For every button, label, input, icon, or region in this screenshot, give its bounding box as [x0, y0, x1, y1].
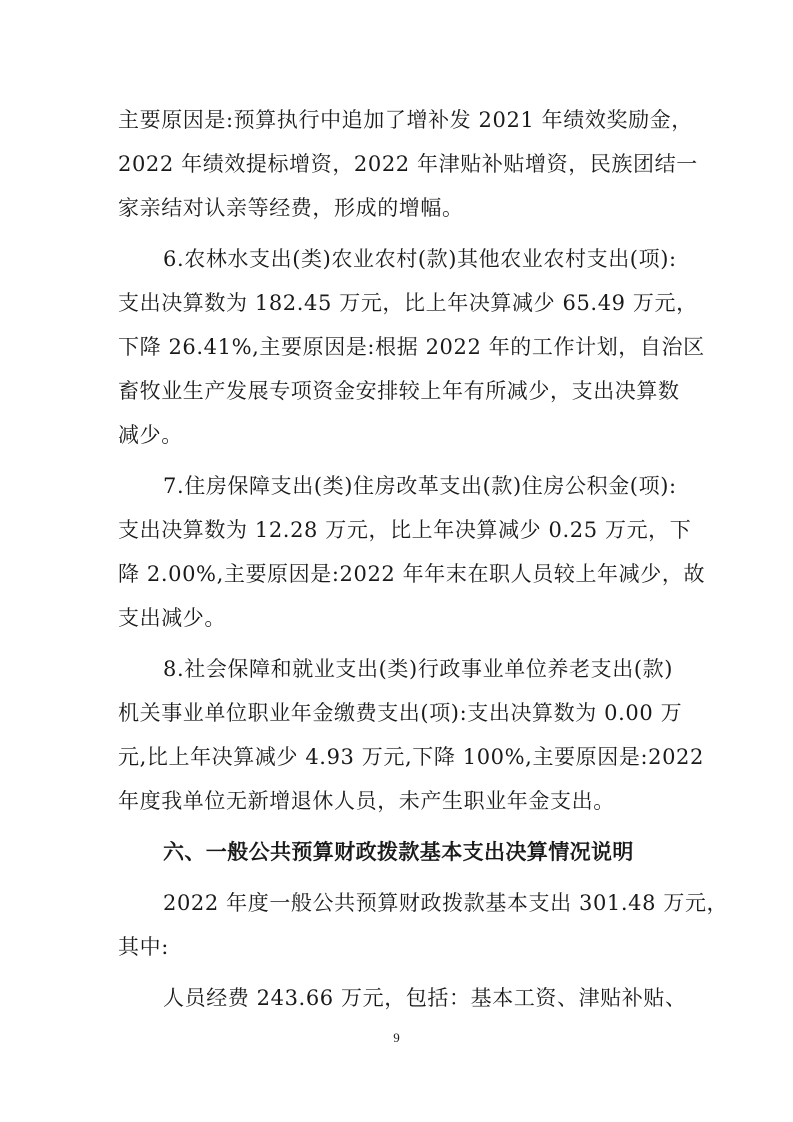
personnel-expense-line: 人员经费 243.66 万元，包括：基本工资、津贴补贴、 — [163, 986, 687, 1010]
paragraph-8-line-3: 元,比上年决算减少 4.93 万元,下降 100%,主要原因是:2022 — [118, 745, 704, 769]
page-number: 9 — [393, 1030, 400, 1045]
paragraph-5-line-2: 主要原因是:预算执行中追加了增补发 2021 年绩效奖励金， — [118, 108, 693, 132]
paragraph-5-line-3: 2022 年绩效提标增资，2022 年津贴补贴增资，民族团结一 — [118, 152, 698, 176]
paragraph-6-line-4: 畜牧业生产发展专项资金安排较上年有所减少，支出决算数 — [118, 379, 680, 403]
paragraph-8-line-1: 8.社会保障和就业支出(类)行政事业单位养老支出(款) — [163, 657, 674, 681]
paragraph-7-line-2: 支出决算数为 12.28 万元，比上年决算减少 0.25 万元，下 — [118, 518, 692, 542]
paragraph-8-line-4: 年度我单位无新增退休人员，未产生职业年金支出。 — [118, 789, 615, 813]
paragraph-7-line-4: 支出减少。 — [118, 606, 226, 630]
paragraph-6-line-2: 支出决算数为 182.45 万元，比上年决算减少 65.49 万元， — [118, 291, 698, 315]
paragraph-7-line-1: 7.住房保障支出(类)住房改革支出(款)住房公积金(项): — [163, 474, 677, 498]
section-heading: 六、一般公共预算财政拨款基本支出决算情况说明 — [163, 840, 634, 864]
paragraph-7-line-3: 降 2.00%,主要原因是:2022 年年末在职人员较上年减少，故 — [118, 562, 706, 586]
paragraph-8-line-2: 机关事业单位职业年金缴费支出(项):支出决算数为 0.00 万 — [118, 701, 683, 725]
paragraph-5-line-4: 家亲结对认亲等经费，形成的增幅。 — [118, 196, 464, 220]
paragraph-6-line-1: 6.农林水支出(类)农业农村(款)其他农业农村支出(项): — [163, 247, 677, 271]
paragraph-6-line-5: 减少。 — [118, 423, 183, 447]
basic-expense-line-1: 2022 年度一般公共预算财政拨款基本支出 301.48 万元， — [163, 891, 729, 915]
paragraph-6-line-3: 下降 26.41%,主要原因是:根据 2022 年的工作计划，自治区 — [118, 335, 705, 359]
basic-expense-line-2: 其中: — [118, 935, 169, 959]
